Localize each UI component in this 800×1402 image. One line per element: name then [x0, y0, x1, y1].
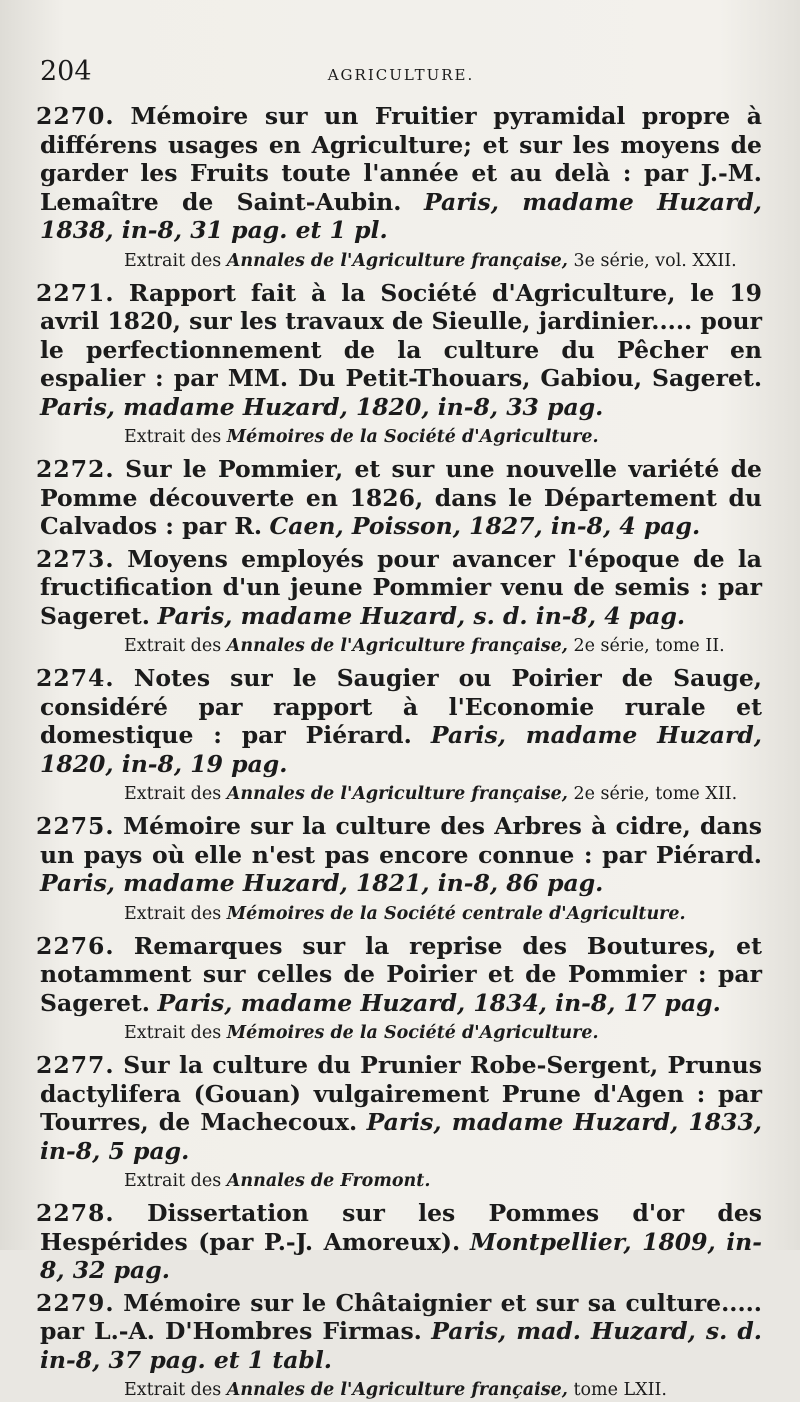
note-suffix: 2e série, tome II.	[573, 636, 725, 656]
entry-title: Mémoire sur le Châtaignier et sur sa culture..... par L.-A. D'Hombres Firmas.	[40, 1288, 762, 1345]
note-prefix: Extrait des	[124, 784, 222, 804]
running-head	[40, 56, 762, 96]
entry-publication: Paris, madame Huzard, 1834, in-8, 17 pag.	[157, 988, 721, 1017]
entry-title: Dissertation sur les Pommes d'or des Hespérides (par P.-J. Amoreux).	[40, 1199, 762, 1256]
entry-publication: Caen, Poisson, 1827, in-8, 4 pag.	[269, 512, 701, 540]
entry-note	[40, 1378, 762, 1402]
entry-title: Moyens employés pour avancer l'époque de la fructification d'un jeune Pommier venu de semis : par Sageret.	[40, 544, 762, 630]
entry-number: 2274.	[36, 664, 115, 692]
entry-number: 2273.	[36, 544, 115, 573]
bibliography-list	[36, 102, 762, 1402]
entry-publication: Paris, madame Huzard, 1833, in-8, 5 pag.	[40, 1108, 762, 1165]
note-prefix: Extrait des	[124, 427, 222, 447]
entry-title: Remarques sur la reprise des Boutures, et notamment sur celles de Poirier et de Pommier : par Sageret.	[40, 931, 762, 1017]
entry-title: Sur la culture du Prunier Robe-Sergent, Prunus dactylifera (Gouan) vulgairement Prune d'Agen : par Tourres, de Machecoux.	[40, 1051, 762, 1136]
note-prefix: Extrait des	[124, 1380, 222, 1400]
entry-title: Sur le Pommier, et sur une nouvelle variété de Pomme découverte en 1826, dans le Département du Calvados : par R.	[40, 455, 762, 540]
entry-number: 2277.	[36, 1051, 115, 1079]
entry-number: 2275.	[36, 812, 115, 840]
note-source: Annales de Fromont.	[226, 1171, 431, 1191]
entry-number: 2271.	[36, 278, 115, 307]
entry-number: 2276.	[36, 931, 115, 960]
note-prefix: Extrait des	[124, 1171, 222, 1191]
note-suffix: 3e série, vol. XXII.	[573, 250, 737, 271]
entry-title: Mémoire sur la culture des Arbres à cidre, dans un pays où elle n'est pas encore connue : par Piérard.	[40, 812, 762, 869]
note-prefix: Extrait des	[124, 250, 222, 271]
entry-note	[40, 249, 762, 273]
bibliography-entry	[36, 544, 762, 631]
entry-publication: Paris, madame Huzard, 1838, in-8, 31 pag. et 1 pl.	[40, 187, 762, 244]
note-source: Annales de l'Agriculture française,	[226, 250, 568, 271]
bibliography-entry	[36, 664, 762, 778]
entry-publication: Montpellier, 1809, in-8, 32 pag.	[40, 1227, 762, 1284]
entry-publication: Paris, mad. Huzard, s. d. in-8, 37 pag. et 1 tabl.	[40, 1317, 762, 1374]
entry-note	[40, 634, 762, 658]
entry-number: 2272.	[36, 455, 115, 483]
entry-publication: Paris, madame Huzard, 1820, in-8, 33 pag.	[40, 392, 604, 421]
page-number: 204	[40, 56, 92, 87]
entry-title: Mémoire sur un Fruitier pyramidal propre à différens usages en Agriculture; et sur les moyens de garder les Fruits toute l'année et au delà : par J.-M. Lemaître de Saint-Aubin.	[40, 102, 762, 216]
entry-note	[40, 1169, 762, 1193]
bibliography-entry	[36, 278, 762, 422]
section-title: AGRICULTURE.	[327, 66, 475, 84]
note-prefix: Extrait des	[124, 636, 222, 656]
note-source: Annales de l'Agriculture française,	[226, 1380, 568, 1400]
bibliography-entry	[36, 1199, 762, 1285]
bibliography-entry	[36, 102, 762, 245]
entry-note	[40, 1021, 762, 1045]
entry-title: Rapport fait à la Société d'Agriculture, le 19 avril 1820, sur les travaux de Sieulle, jardinier..... pour le perfectionnement de la culture du Pêcher en espalier : par MM. Du Petit-Thouars, Gabiou, Sageret.	[40, 278, 762, 392]
note-prefix: Extrait des	[124, 1023, 222, 1043]
bibliography-entry	[36, 455, 762, 541]
entry-publication: Paris, madame Huzard, s. d. in-8, 4 pag.	[157, 601, 686, 630]
entry-number: 2279.	[36, 1288, 115, 1317]
note-source: Mémoires de la Société centrale d'Agriculture.	[226, 903, 686, 924]
entry-number: 2270.	[36, 102, 115, 130]
entry-note	[40, 425, 762, 449]
entry-publication: Paris, madame Huzard, 1820, in-8, 19 pag.	[40, 721, 762, 778]
entry-note	[40, 902, 762, 926]
entry-note	[40, 782, 762, 806]
note-suffix: tome LXII.	[573, 1380, 667, 1400]
note-source: Annales de l'Agriculture française,	[226, 636, 568, 656]
note-source: Annales de l'Agriculture française,	[226, 784, 568, 804]
entry-publication: Paris, madame Huzard, 1821, in-8, 86 pag.	[40, 869, 604, 897]
bibliography-entry	[36, 1288, 762, 1375]
entry-title: Notes sur le Saugier ou Poirier de Sauge, considéré par rapport à l'Economie rurale et domestique : par Piérard.	[40, 664, 762, 749]
entry-number: 2278.	[36, 1199, 115, 1227]
bibliography-entry	[36, 1051, 762, 1165]
note-source: Mémoires de la Société d'Agriculture.	[226, 1023, 599, 1043]
note-suffix: 2e série, tome XII.	[573, 784, 738, 804]
bibliography-entry	[36, 812, 762, 898]
note-prefix: Extrait des	[124, 903, 222, 924]
bibliography-entry	[36, 931, 762, 1018]
note-source: Mémoires de la Société d'Agriculture.	[226, 427, 599, 447]
